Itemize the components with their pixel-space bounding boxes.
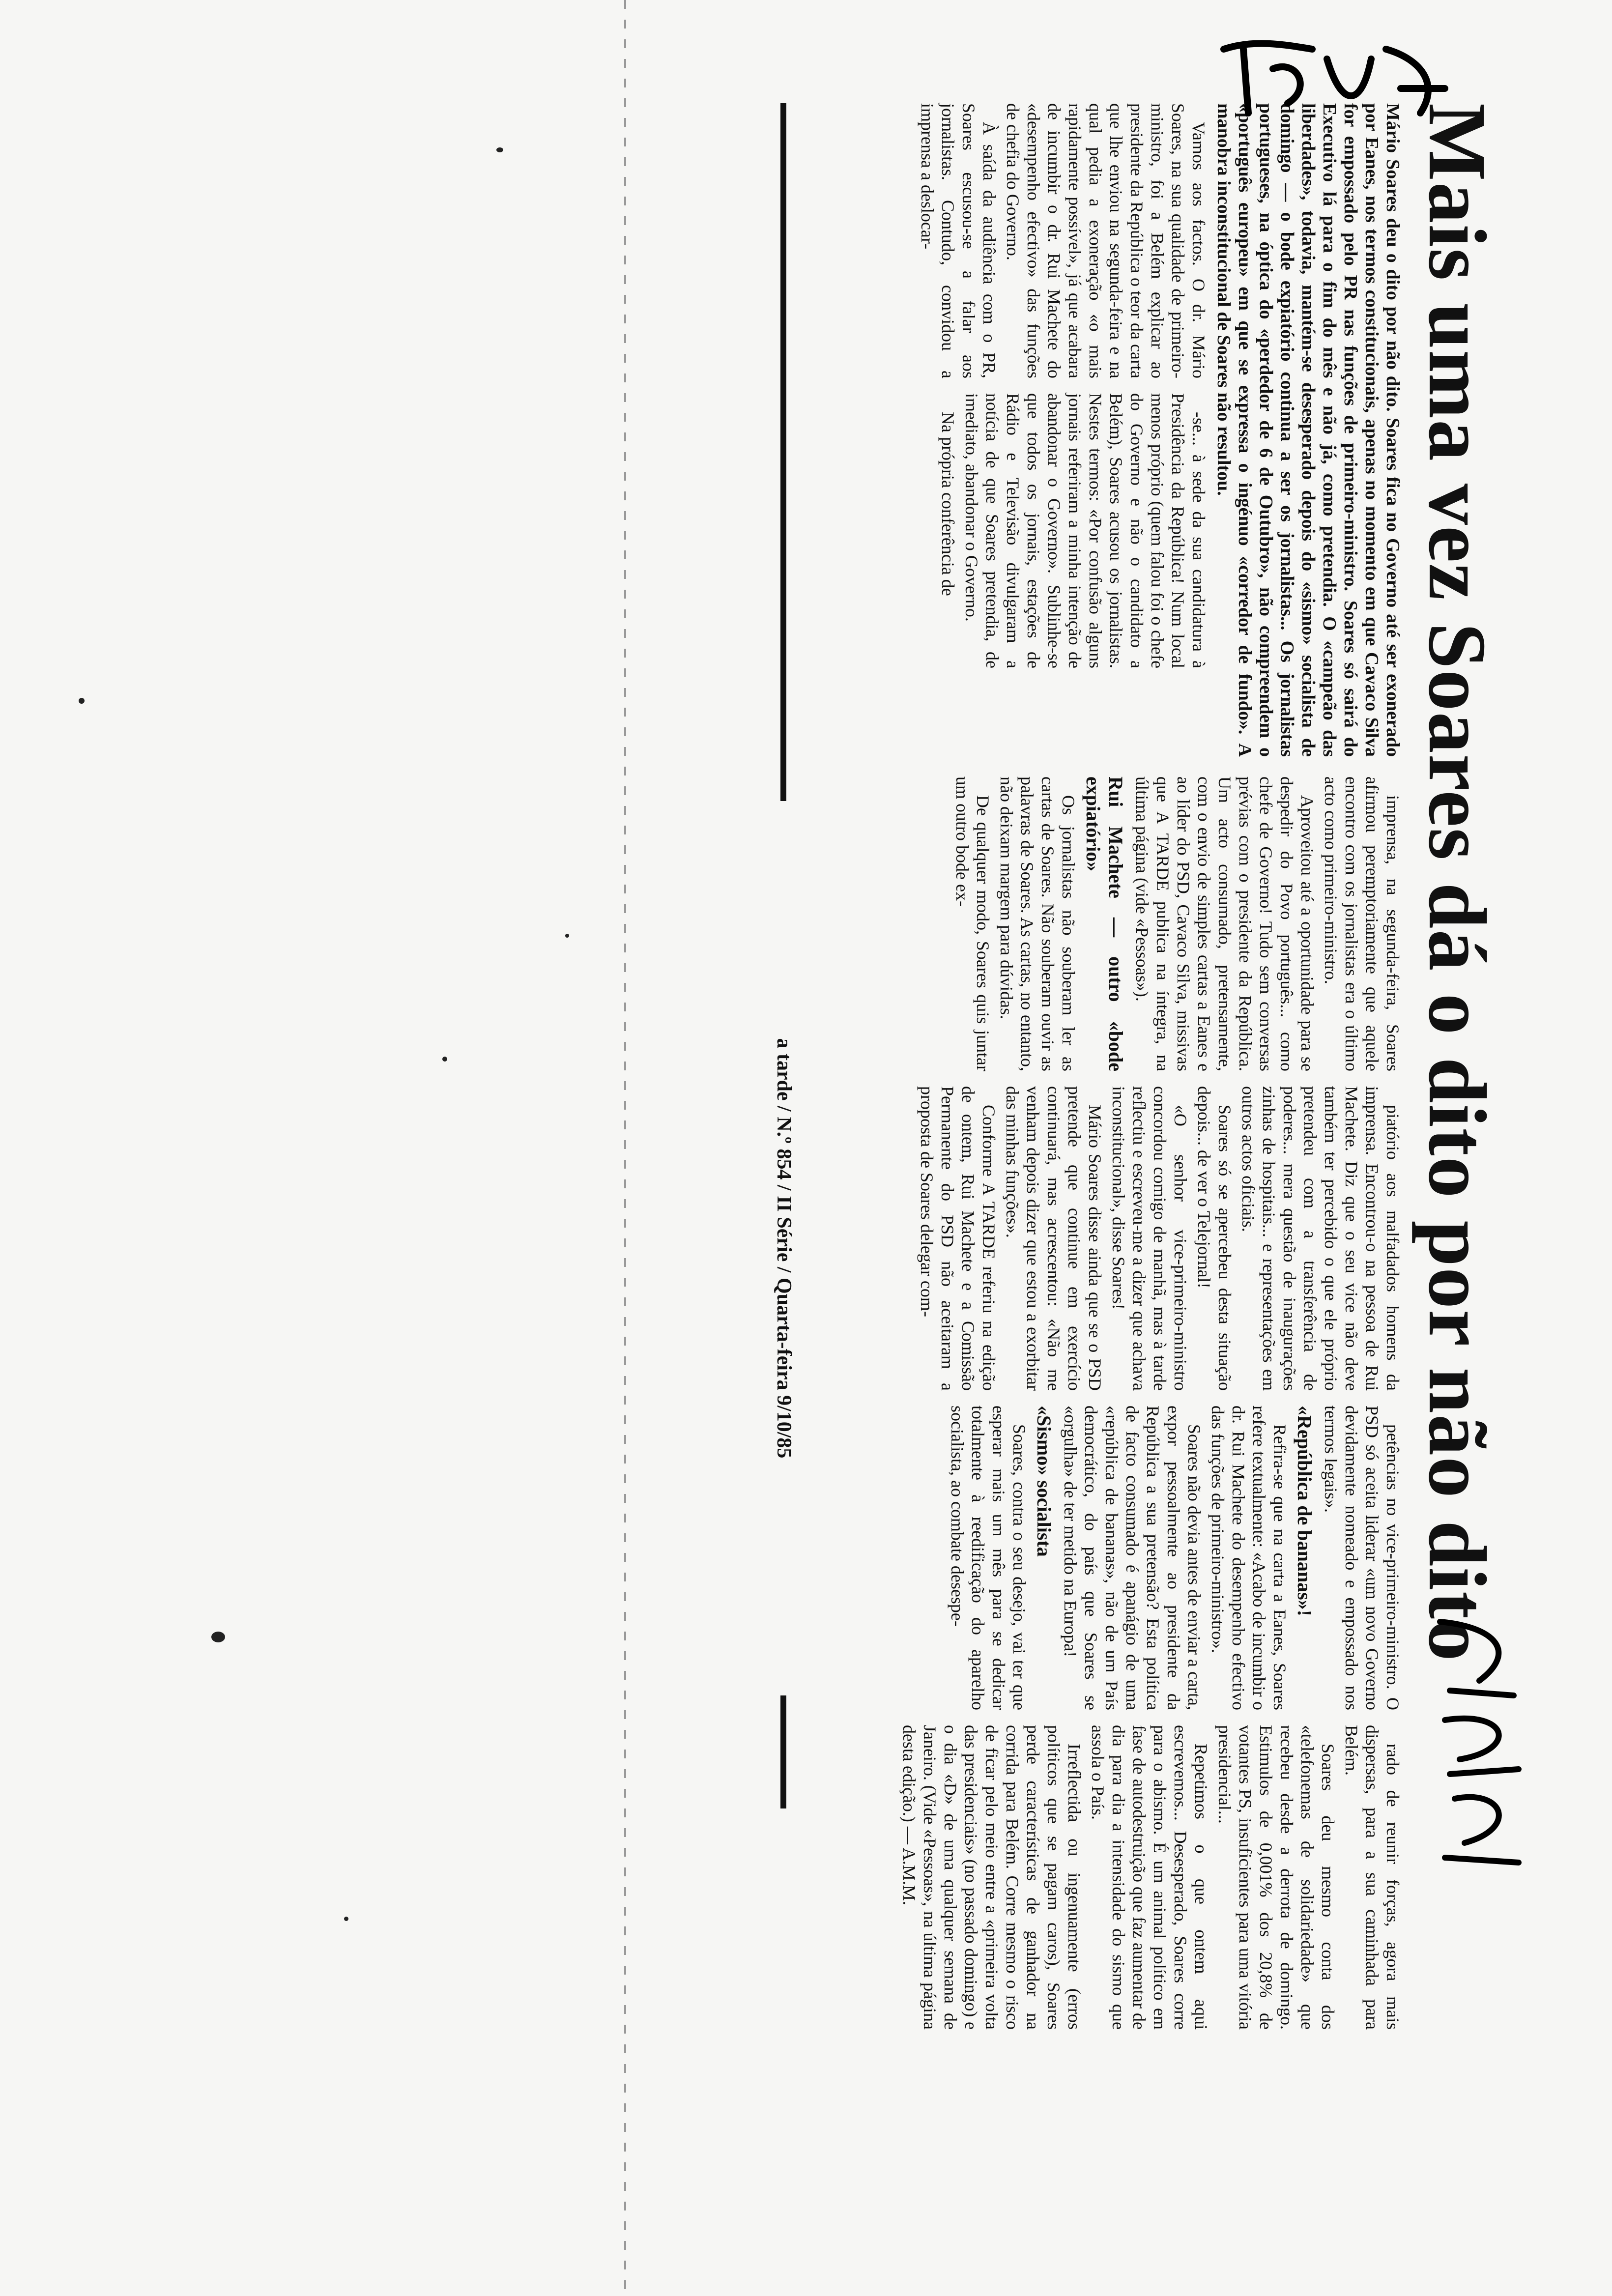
column-3-paragraph: Os jornalistas não souberam ler as cartas de Soares. Não souberam ouvir as palavras de Soares. As cartas, no entanto, não deixam margem para dúvidas. xyxy=(997,776,1078,1071)
column-6-paragraph: rado de reunir forças, agora mais dispersas, para a sua caminhada para Belém. xyxy=(1342,1725,1403,2030)
handwritten-mark-top xyxy=(1214,29,1450,128)
column-5-paragraph: petências no vice-primeiro-ministro. O PSD só aceita liderar «um novo Governo devidamente nomeado e empossado nos termos legais». xyxy=(1321,1406,1403,1710)
column-4-paragraph: Soares só se apercebeu desta situação depois... de ver o Telejornal! xyxy=(1194,1086,1235,1391)
column-2-paragraph: Na própria conferência de xyxy=(938,412,958,596)
footer-dateline: a tarde / N.º 854 / II Série / Quarta-feira 9/10/85 xyxy=(773,1038,795,1459)
headline: Mais uma vez Soares dá o dito por não dito xyxy=(1411,103,1503,1662)
column-2-paragraph: -se... à sede da sua candidatura à Presidência da República! Num local menos próprio (quem falou foi o chefe do Governo e não o candidato a Belém), Soares acusou os jornalistas. Nestes termos: «Por confusão alguns jornais referiram a minha intenção de abandonar o Governo». Sublinhe-se que todos os jornais, estações de Rádio e Televisão divulgaram a notícia de que Soares pretendia, de imediato, abandonar o Governo. xyxy=(962,393,1209,668)
article xyxy=(767,103,1504,2143)
column-3 xyxy=(949,776,1403,1071)
column-6-paragraph: Repetimos o que ontem aqui escrevemos... Desesperado, Soares corre para o abismo. É um animal político em fase de autodestruição que faz aumentar de dia para dia a intensidade do sismo que assola o País. xyxy=(1088,1725,1211,2030)
subheading-sismo-socialista: «Sismo» socialista xyxy=(1033,1406,1055,1557)
column-4-paragraph: piatório aos malfadados homens da imprensa. Encontrou-o na pessoa de Rui Machete. Diz que o seu vice não deve também ter percebido o que ele próprio pretendeu com a transferência de poderes... mera questão de inaugurações zinhas de hospitais... e representações em outros actos oficiais. xyxy=(1238,1086,1403,1391)
scan-speck xyxy=(344,1917,348,1921)
footer-rule-right xyxy=(780,1695,786,1808)
handwritten-mark-bottom xyxy=(1420,1612,1533,1877)
column-5-paragraph: Refira-se que na carta a Eanes, Soares refere textualmente: «Acabo de incumbir o dr. Rui Machete do desempenho efectivo das funções de primeiro-ministro». xyxy=(1208,1406,1290,1710)
subheading-republica-de-bananas: «República de bananas»! xyxy=(1294,1406,1316,1616)
column-4-paragraph: Mário Soares disse ainda que se o PSD pretende que continue em exercício continuará, mas acrescentou: «Não me venham depois dizer que estou a exorbitar das minhas funções». xyxy=(1003,1086,1105,1391)
column-6-paragraph: Irreflectida ou ingenuamente (erros políticos que se pagam caros), Soares perde características de ganhador na corrida para Belém. Corre mesmo o risco de ficar pelo meio entre a «primeira volta das presidenciais» (no passado domingo) e o dia «D» de uma qualquer semana de Janeiro. (Vide «Pessoas», na última página desta edição.) — A.M.M. xyxy=(899,1725,1084,2030)
scan-speck xyxy=(442,1057,447,1062)
column-1 xyxy=(914,103,1209,378)
column-4-paragraph: «O senhor vice-primeiro-ministro concordou comigo de manhã, mas à tarde reflectiu e escreveu-me a dizer que achava inconstitucional», disse Soares! xyxy=(1109,1086,1190,1391)
scan-speck xyxy=(211,1632,225,1642)
subheading-rui-machete: Rui Machete — outro «bode expiatório» xyxy=(1082,776,1127,1071)
column-1-paragraph: À saída da audiência com o PR, Soares escusou-se a falar aos jornalistas. Contudo, convidou a imprensa a deslocar- xyxy=(918,103,999,378)
column-4-paragraph: Conforme A TARDE referiu na edição de ontem, Rui Machete e a Comissão Permanente do PSD não aceitaram a proposta de Soares delegar com- xyxy=(917,1086,999,1391)
column-2 xyxy=(935,393,1209,668)
footer-bar xyxy=(772,103,796,2143)
lead-paragraph xyxy=(1213,103,1403,757)
footer-rule-left xyxy=(780,103,786,801)
column-6-paragraph: Soares deu mesmo conta dos «telefonemas de solidariedade» que recebeu desde a derrota de domingo. Estimulos de 0,001% dos 20,8% de votantes PS, insuficientes para uma vitória presidencial... xyxy=(1215,1725,1338,2030)
column-5-paragraph: Soares, contra o seu desejo, vai ter que esperar mais um mês para se dedicar totalmente à reedificação do aparelho socialista, ao combate desespe- xyxy=(948,1406,1029,1710)
fold-line xyxy=(624,0,626,2296)
column-3-paragraph: imprensa, na segunda-feira, Soares afirmou peremptoriamente que aquele encontro com os jornalistas era o último acto como primeiro-ministro. xyxy=(1321,776,1403,1071)
scan-speck xyxy=(496,147,503,152)
column-3-paragraph: De qualquer modo, Soares quis juntar um outro bode ex- xyxy=(952,776,993,1071)
column-4 xyxy=(914,1086,1403,1391)
scan-speck xyxy=(565,934,569,938)
column-3-paragraph: Aproveitou até a oportunidade para se despedir do Povo português... como chefe de Governo! Tudo sem conversas prévias com o presidente da República. Um acto consumado, pretensamente, com o envio de simples cartas a Eanes e ao líder do PSD, Cavaco Silva, missivas que A TARDE publica na íntegra, na última página (vide «Pessoas»). xyxy=(1132,776,1317,1071)
lead-text: Mário Soares deu o dito por não dito. Soares fica no Governo até ser exonerado por Eanes, nos termos constitucionais, apenas no momento em que Cavaco Silva for empossado pelo PR nas funções de primeiro-ministro. Soares só sairá do Executivo lá para o fim do mês e não já, como pretendia. O «campeão das liberdades», todavia, mantém-se desesperado depois do «sismo» socialista de domingo — o bode expiatório continua a ser os jornalistas... Os jornalistas portugueses, na óptica do «perdedor de 6 de Outubro», não compreendem o «português europeu» em que se expressa o ingénuo «corredor de fundo». A manobra inconstitucional de Soares não resultou. xyxy=(1213,103,1403,757)
column-5 xyxy=(944,1406,1403,1710)
scan-speck xyxy=(79,698,85,704)
column-1-paragraph: Vamos aos factos. O dr. Mário Soares, na sua qualidade de primeiro-ministro, foi a Belém explicar ao presidente da República o teor da carta que lhe enviou na segunda-feira e na qual pedia a exoneração «o mais rapidamente possível», já que acabara de incumbir o dr. Rui Machete do «desempenho efectivo» das funções de chefia do Governo. xyxy=(1003,103,1209,378)
column-5-paragraph: Soares não devia antes de enviar a carta, expor pessoalmente ao presidente da República a sua pretensão? Esta política de facto consumado é apanágio de uma «república de bananas», não de um País democrático, do país que Soares se «orgulha» de ter metido na Europa! xyxy=(1061,1406,1204,1710)
column-6 xyxy=(896,1725,1403,2030)
